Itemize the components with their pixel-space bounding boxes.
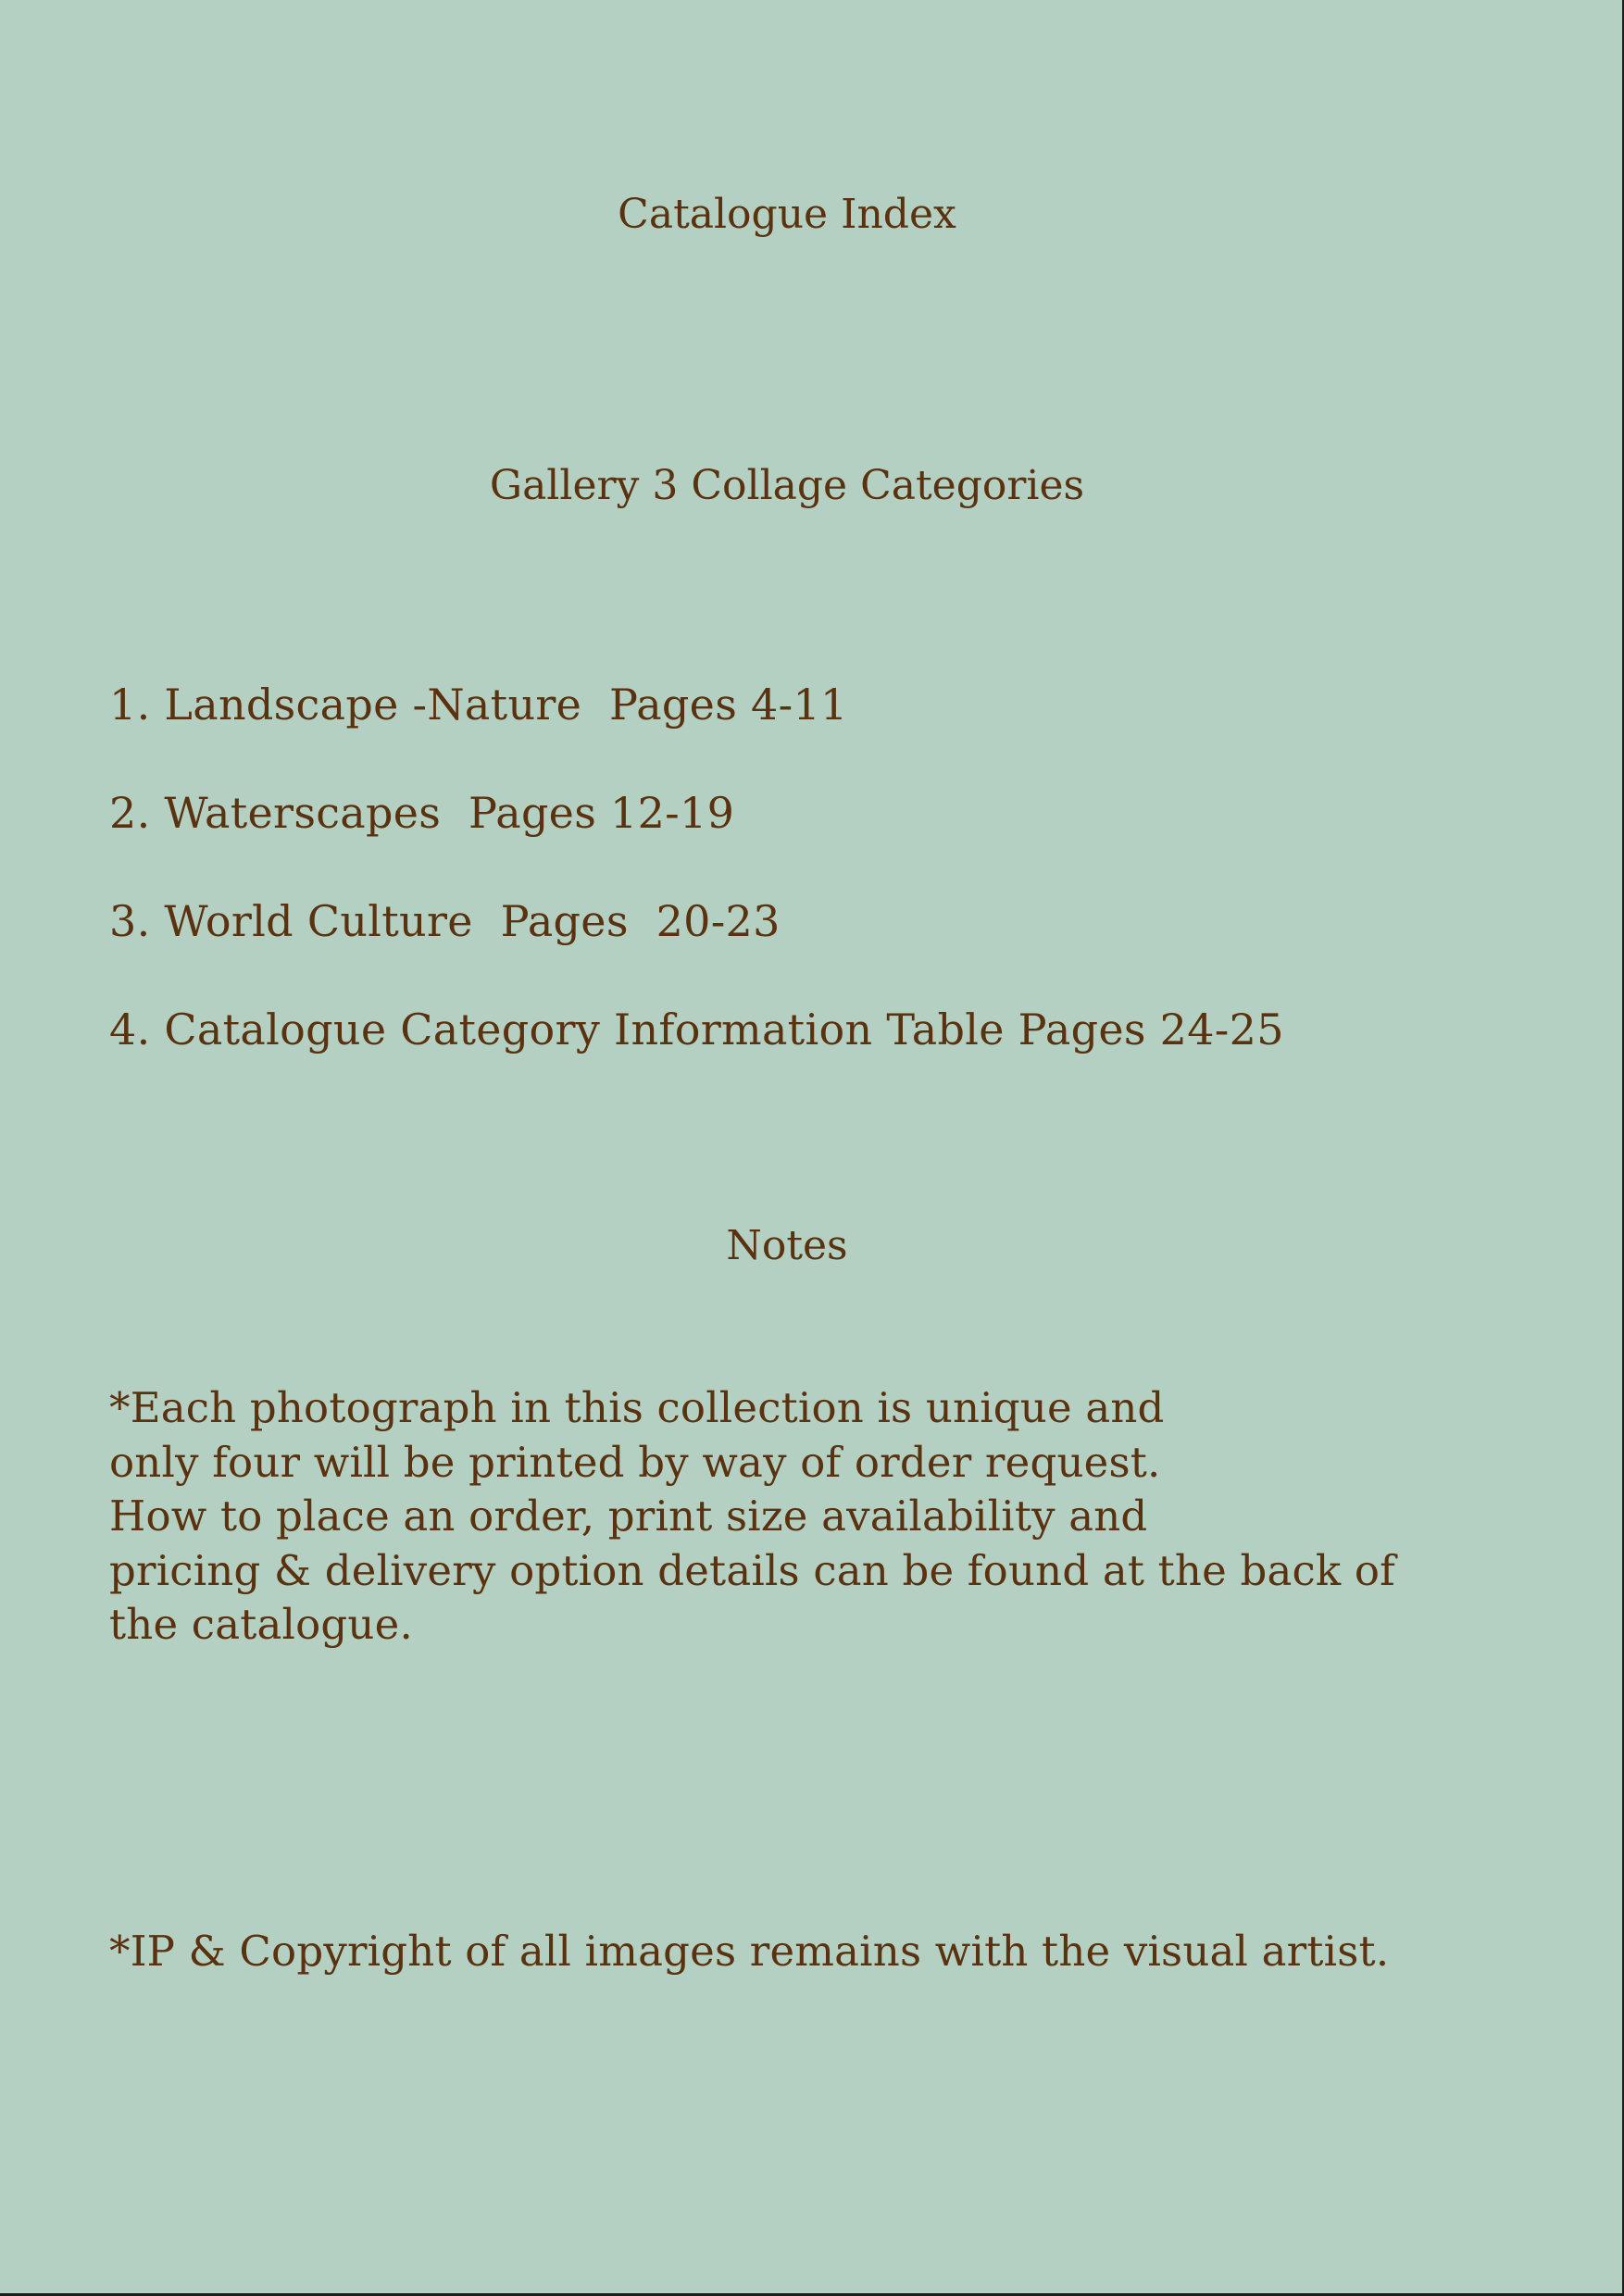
category-item-information-table: 4. Catalogue Category Information Table Pages 24-25 — [109, 1004, 1284, 1054]
notes-line: pricing & delivery option details can be found at the back of — [109, 1545, 1396, 1595]
notes-line: How to place an order, print size availability and — [109, 1491, 1148, 1541]
notes-paragraph — [109, 1381, 1554, 1653]
notes-heading: Notes — [726, 1222, 848, 1269]
category-item-landscape-nature: 1. Landscape -Nature Pages 4-11 — [109, 680, 848, 730]
page-title: Catalogue Index — [618, 191, 956, 238]
page-subtitle: Gallery 3 Collage Categories — [489, 462, 1085, 509]
notes-line: the catalogue. — [109, 1600, 413, 1649]
category-item-waterscapes: 2. Waterscapes Pages 12-19 — [109, 788, 735, 838]
copyright-notice: *IP & Copyright of all images remains with the visual artist. — [109, 1927, 1390, 1976]
notes-line: only four will be printed by way of order request. — [109, 1437, 1161, 1487]
category-list — [109, 676, 1284, 1109]
category-item-world-culture: 3. World Culture Pages 20-23 — [109, 896, 781, 946]
notes-line: *Each photograph in this collection is unique and — [109, 1383, 1165, 1432]
